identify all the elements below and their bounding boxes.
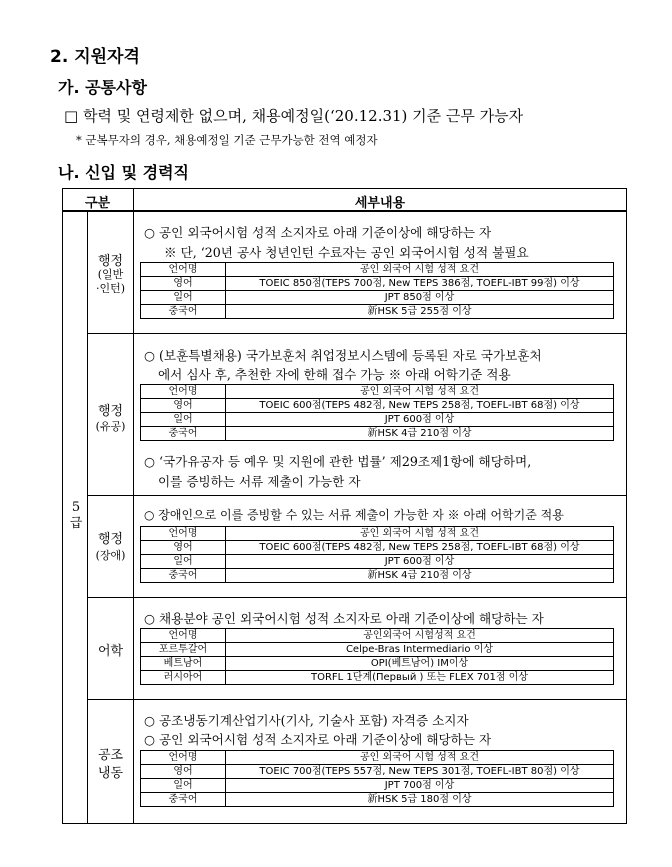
lang-table-cell: 포르투갈어 bbox=[141, 643, 226, 657]
common-item: □ 학력 및 연령제한 없으며, 채용예정일(‘20.12.31) 기준 근무 가능자 bbox=[64, 107, 524, 125]
lang-table-cell: 新HSK 4급 210점 이상 bbox=[226, 427, 614, 441]
row3-category: 행정 bbox=[97, 532, 124, 547]
lang-table-cell: 언어명 bbox=[141, 263, 226, 277]
row3-sub: (장애) bbox=[95, 549, 126, 562]
grade-label: 5급 bbox=[69, 500, 83, 531]
lang-table-cell: 영어 bbox=[141, 277, 226, 291]
lang-table-cell: 중국어 bbox=[141, 305, 226, 319]
lang-table-cell: 일어 bbox=[141, 779, 226, 793]
lang-table-cell: 공인 외국어 시험 성적 요건 bbox=[226, 385, 614, 399]
lang-table-cell: 일어 bbox=[141, 555, 226, 569]
lang-table-cell: 공인외국어 시험성적 요건 bbox=[226, 629, 614, 643]
lang-table-cell: 공인 외국어 시험 성적 요건 bbox=[226, 527, 614, 541]
common-note: * 군복무자의 경우, 채용예정일 기준 근무가능한 전역 예정자 bbox=[76, 133, 378, 147]
row2-sub: (유공) bbox=[95, 420, 126, 433]
row4-lang-table bbox=[140, 628, 614, 685]
lang-table-cell: 新HSK 4급 210점 이상 bbox=[226, 569, 614, 583]
row5-sub: 냉동 bbox=[97, 766, 124, 781]
row1-sub: (일반 ·인턴) bbox=[95, 268, 126, 295]
lang-table-cell: TOEIC 850점(TEPS 700점, New TEPS 386점, TOEFL-IBT 99점) 이상 bbox=[226, 277, 614, 291]
lang-table-cell: 언어명 bbox=[141, 751, 226, 765]
lang-table-cell: Celpe-Bras Intermediario 이상 bbox=[226, 643, 614, 657]
row2-line1: ○ (보훈특별채용) 국가보훈처 취업정보시스템에 등록된 자로 국가보훈처 bbox=[144, 348, 542, 363]
lang-table-cell: JPT 600점 이상 bbox=[226, 413, 614, 427]
row5-category: 공조 bbox=[97, 748, 124, 763]
row5-lang-table bbox=[140, 750, 614, 807]
lang-table-cell: OPI(베트남어) IM이상 bbox=[226, 657, 614, 671]
lang-table-cell: 언어명 bbox=[141, 629, 226, 643]
row3-lang-table bbox=[140, 526, 614, 583]
row4-category: 어학 bbox=[97, 644, 124, 659]
lang-table-cell: JPT 850점 이상 bbox=[226, 291, 614, 305]
lang-table-cell: JPT 600점 이상 bbox=[226, 555, 614, 569]
lang-table-cell: 영어 bbox=[141, 541, 226, 555]
new-hire-heading: 나. 신입 및 경력직 bbox=[58, 163, 189, 182]
row1-line1: ○ 공인 외국어시험 성적 소지자로 아래 기준이상에 해당하는 자 bbox=[144, 225, 492, 240]
row2-lang-table bbox=[140, 384, 614, 441]
lang-table-cell: TOEIC 700점(TEPS 557점, New TEPS 301점, TOEFL-IBT 80점) 이상 bbox=[226, 765, 614, 779]
lang-table-cell: 영어 bbox=[141, 399, 226, 413]
row5-line1: ○ 공조냉동기계산업기사(기사, 기술사 포함) 자격증 소지자 bbox=[144, 713, 469, 728]
lang-table-cell: TOEIC 600점(TEPS 482점, New TEPS 258점, TOEFL-IBT 68점) 이상 bbox=[226, 399, 614, 413]
lang-table-cell: 러시아어 bbox=[141, 671, 226, 685]
row3-line1: ○ 장애인으로 이를 증빙할 수 있는 서류 제출이 가능한 자 ※ 아래 어학기준 적용 bbox=[144, 508, 564, 522]
row4-line1: ○ 채용분야 공인 외국어시험 성적 소지자로 아래 기준이상에 해당하는 자 bbox=[144, 611, 544, 626]
row2-category: 행정 bbox=[97, 404, 124, 419]
lang-table-cell: 중국어 bbox=[141, 569, 226, 583]
lang-table-cell: 언어명 bbox=[141, 385, 226, 399]
lang-table-cell: 영어 bbox=[141, 765, 226, 779]
row1-category: 행정 bbox=[97, 254, 124, 269]
section-title: 2. 지원자격 bbox=[50, 47, 140, 67]
row2-line2: 에서 심사 후, 추천한 자에 한해 접수 가능 ※ 아래 어학기준 적용 bbox=[158, 367, 511, 382]
lang-table-cell: JPT 700점 이상 bbox=[226, 779, 614, 793]
lang-table-cell: 중국어 bbox=[141, 793, 226, 807]
lang-table-cell: 공인 외국어 시험 성적 요건 bbox=[226, 751, 614, 765]
lang-table-cell: 중국어 bbox=[141, 427, 226, 441]
row1-lang-table bbox=[140, 262, 614, 319]
lang-table-cell: 공인 외국어 시험 성적 요건 bbox=[226, 263, 614, 277]
row1-line2: ※ 단, ‘20년 공사 청년인턴 수료자는 공인 외국어시험 성적 불필요 bbox=[164, 245, 529, 260]
lang-table-cell: 일어 bbox=[141, 413, 226, 427]
lang-table-cell: TOEIC 600점(TEPS 482점, New TEPS 258점, TOEFL-IBT 68점) 이상 bbox=[226, 541, 614, 555]
lang-table-cell: 언어명 bbox=[141, 527, 226, 541]
lang-table-cell: 베트남어 bbox=[141, 657, 226, 671]
row5-line2: ○ 공인 외국어시험 성적 소지자로 아래 기준이상에 해당하는 자 bbox=[144, 732, 492, 747]
common-heading: 가. 공통사항 bbox=[58, 78, 147, 97]
lang-table-cell: 新HSK 5급 180점 이상 bbox=[226, 793, 614, 807]
header-details: 세부내용 bbox=[354, 196, 406, 211]
row2-after-line1: ○ ‘국가유공자 등 예우 및 지원에 관한 법률’ 제29조제1항에 해당하며, bbox=[144, 454, 532, 469]
lang-table-cell: TORFL 1단계(Первый ) 또는 FLEX 701점 이상 bbox=[226, 671, 614, 685]
header-category: 구분 bbox=[84, 196, 111, 211]
lang-table-cell: 일어 bbox=[141, 291, 226, 305]
lang-table-cell: 新HSK 5급 255점 이상 bbox=[226, 305, 614, 319]
row2-after-line2: 이를 증빙하는 서류 제출이 가능한 자 bbox=[158, 474, 361, 489]
